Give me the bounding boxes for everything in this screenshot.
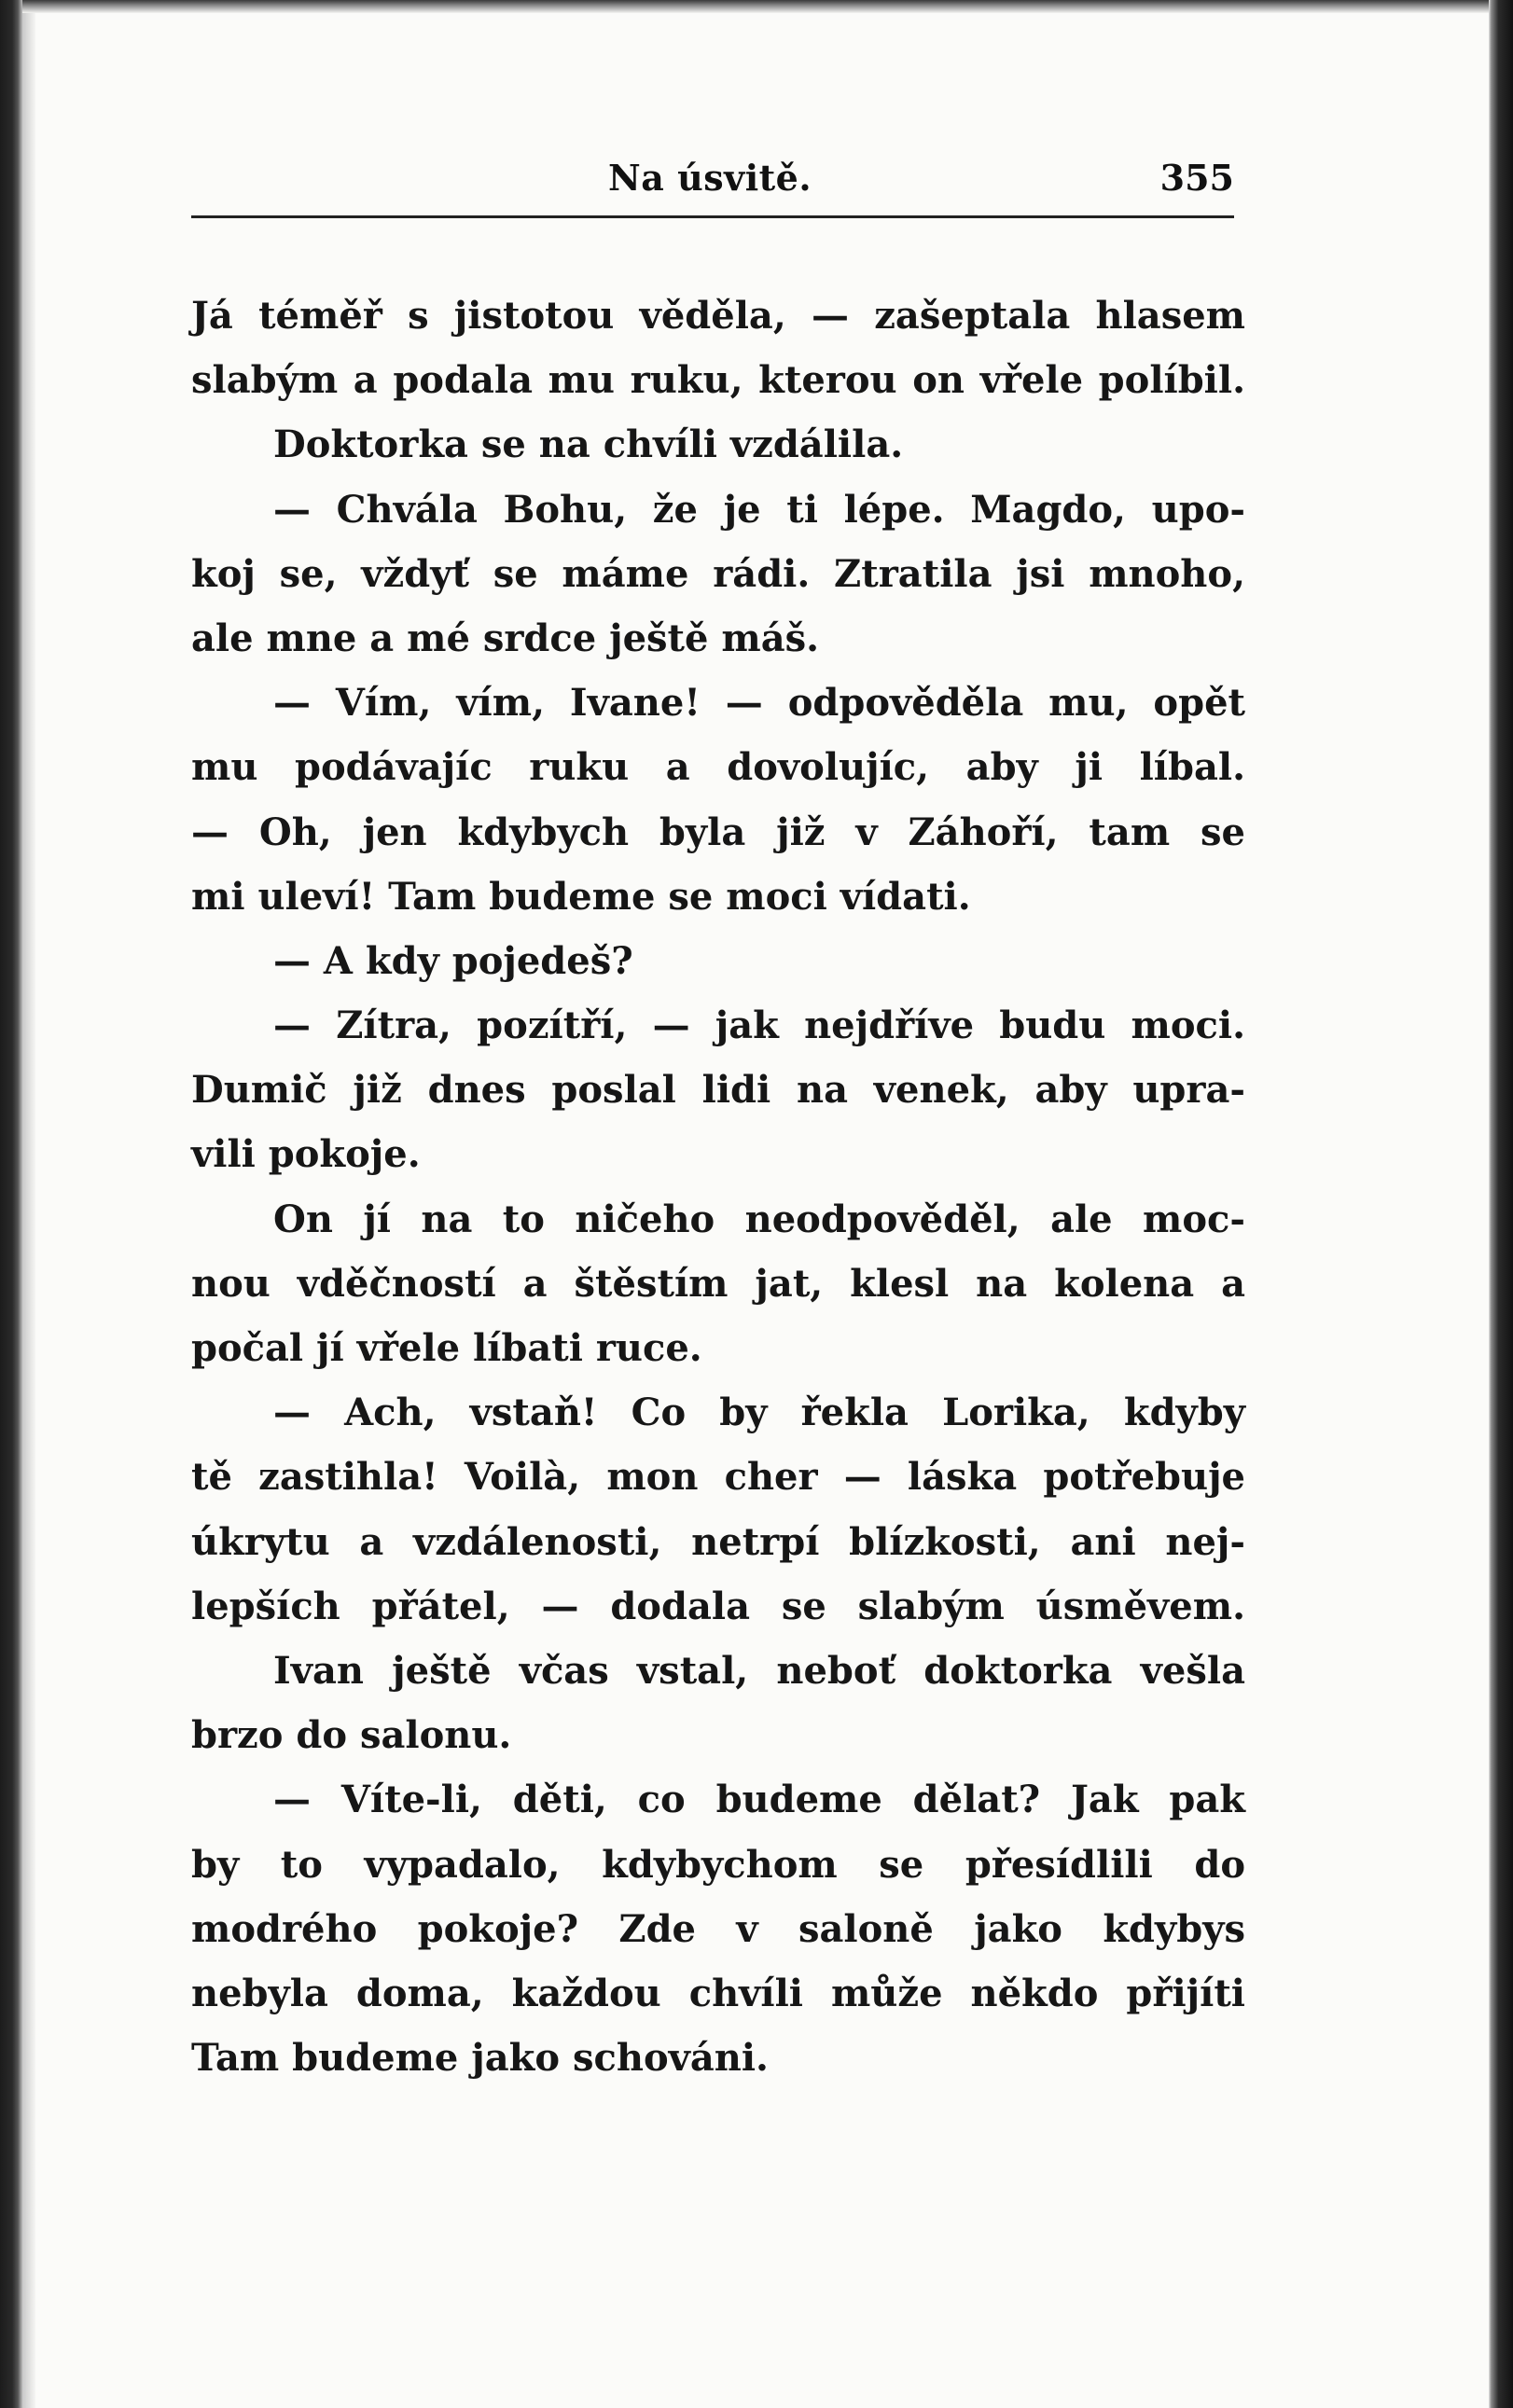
text-line: mi uleví! Tam budeme se moci vídati. xyxy=(191,874,971,919)
text-line: — Oh, jen kdybych byla již v Záhoří, tam se xyxy=(191,810,1245,854)
running-title: Na úsvitě. xyxy=(608,157,812,199)
text-line: modrého pokoje? Zde v saloně jako kdybys xyxy=(191,1906,1245,1951)
text-line: Doktorka se na chvíli vzdálila. xyxy=(273,422,904,467)
text-line: Dumič již dnes poslal lidi na venek, aby upra- xyxy=(191,1068,1245,1113)
header-rule xyxy=(191,215,1234,218)
text-line: koj se, vždyť se máme rádi. Ztratila jsi mnoho, xyxy=(191,551,1245,596)
text-line: počal jí vřele líbati ruce. xyxy=(191,1326,702,1370)
text-line: brzo do salonu. xyxy=(191,1713,512,1758)
text-line: slabým a podala mu ruku, kterou on vřele políbil. xyxy=(191,358,1245,403)
text-line: nou vděčností a štěstím jat, klesl na kolena a xyxy=(191,1261,1245,1306)
text-line: úkrytu a vzdálenosti, netrpí blízkosti, ani nej- xyxy=(191,1519,1245,1564)
text-line: mu podávajíc ruku a dovolujíc, aby ji líbal. xyxy=(191,745,1245,790)
gutter-shadow xyxy=(22,0,35,2408)
text-line: Tam budeme jako schováni. xyxy=(191,2036,769,2081)
text-line: — Zítra, pozítří, — jak nejdříve budu moci. xyxy=(273,1003,1245,1048)
scan-left-edge xyxy=(0,0,22,2408)
text-line: nebyla doma, každou chvíli může někdo přijíti xyxy=(191,1971,1245,2015)
text-line: by to vypadalo, kdybychom se přesídlili do xyxy=(191,1842,1245,1887)
page-header xyxy=(191,149,1234,215)
text-line: — Vím, vím, Ivane! — odpověděla mu, opět xyxy=(273,681,1245,726)
text-line: — Ach, vstaň! Co by řekla Lorika, kdyby xyxy=(273,1391,1245,1435)
scan-right-edge xyxy=(1489,0,1513,2408)
text-line: tě zastihla! Voilà, mon cher — láska potřebuje xyxy=(191,1455,1245,1500)
text-line: ale mne a mé srdce ještě máš. xyxy=(191,616,820,660)
text-line: lepších přátel, — dodala se slabým úsměvem. xyxy=(191,1584,1245,1628)
page-number: 355 xyxy=(1159,157,1234,199)
text-line: On jí na to ničeho neodpověděl, ale moc- xyxy=(273,1197,1245,1241)
text-line: Ivan ještě včas vstal, neboť doktorka vešla xyxy=(273,1648,1245,1693)
body-text xyxy=(191,284,1245,2090)
scan-top-edge xyxy=(22,0,1489,13)
text-line: vili pokoje. xyxy=(191,1132,421,1177)
text-line: — Chvála Bohu, že je ti lépe. Magdo, upo- xyxy=(273,487,1245,532)
text-line: — A kdy pojedeš? xyxy=(273,938,633,983)
text-line: — Víte-li, děti, co budeme dělat? Jak pak xyxy=(273,1778,1245,1822)
text-line: Já téměř s jistotou věděla, — zašeptala hlasem xyxy=(191,294,1245,338)
